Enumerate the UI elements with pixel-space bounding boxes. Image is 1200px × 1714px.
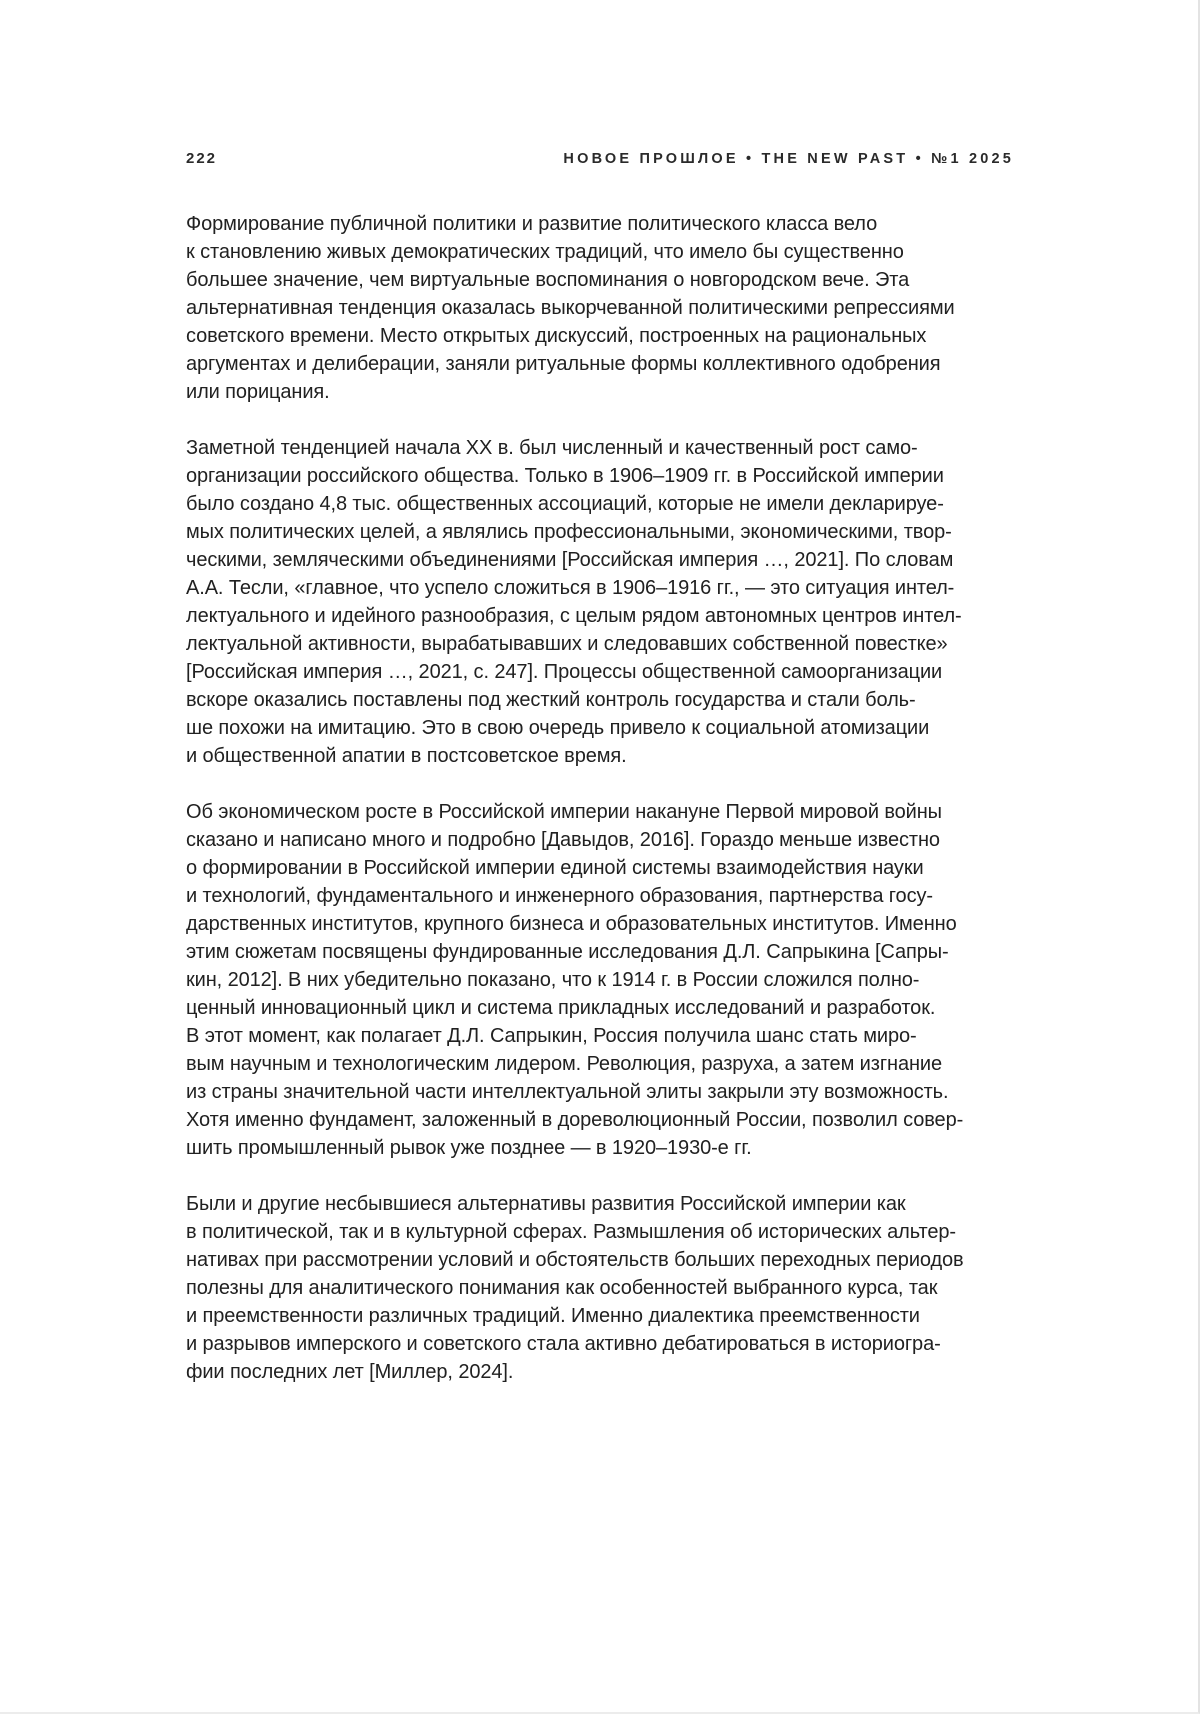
paragraph-4: Были и другие несбывшиеся альтернативы развития Российской империи как в политической, так и в культурной сферах. Размышления об исторических альтер- нативах при рассмотрении условий и обстоятельств больших переходных периодов полезны для аналитического понимания как особенностей выбранного курса, так и преемственности различных традиций. Именно диалектика преемственности и разрывов имперского и советского стала активно дебатироваться в историогра- фии последних лет [Миллер, 2024]. bbox=[186, 1193, 964, 1383]
running-title: НОВОЕ ПРОШЛОЕ • THE NEW PAST • №1 2025 bbox=[563, 151, 1014, 167]
paragraph-3: Об экономическом росте в Российской империи накануне Первой мировой войны сказано и написано много и подробно [Давыдов, 2016]. Гораздо меньше известно о формировании в Российской империи единой системы взаимодействия науки и технологий, фундаментального и инженерного образования, партнерства госу- дарственных институтов, крупного бизнеса и образовательных институтов. Именно этим сюжетам посвящены фундированные исследования Д.Л. Сапрыкина [Сапры- кин, 2012]. В них убедительно показано, что к 1914 г. в России сложился полно- ценный инновационный цикл и система прикладных исследований и разработок. В этот момент, как полагает Д.Л. Сапрыкин, Россия получила шанс стать миро- вым научным и технологическим лидером. Революция, разруха, а затем изгнание из страны значительной части интеллектуальной элиты закрыли эту возможность. Хотя именно фундамент, заложенный в дореволюционный России, позволил совер- шить промышленный рывок уже позднее — в 1920–1930-е гг. bbox=[186, 801, 964, 1159]
page-number: 222 bbox=[186, 150, 218, 167]
article-body bbox=[186, 210, 1026, 1414]
paragraph-2: Заметной тенденцией начала XX в. был численный и качественный рост само- организации российского общества. Только в 1906–1909 гг. в Российской империи было создано 4,8 тыс. общественных ассоциаций, которые не имели декларируе- мых политических целей, а являлись профессиональными, экономическими, твор- ческими, земляческими объединениями [Российская империя …, 2021]. По словам А.А. Тесли, «главное, что успело сложиться в 1906–1916 гг., — это ситуация интел- лектуального и идейного разнообразия, с целым рядом автономных центров интел- лектуальной активности, вырабатывавших и следовавших собственной повестке» [Российская империя …, 2021, с. 247]. Процессы общественной самоорганизации вскоре оказались поставлены под жесткий контроль государства и стали боль- ше похожи на имитацию. Это в свою очередь привело к социальной атомизации и общественной апатии в постсоветское время. bbox=[186, 437, 962, 767]
paragraph-1: Формирование публичной политики и развитие политического класса вело к становлению живых демократических традиций, что имело бы существенно большее значение, чем виртуальные воспоминания о новгородском вече. Эта альтернативная тенденция оказалась выкорчеванной политическими репрессиями советского времени. Место открытых дискуссий, построенных на рациональных аргументах и делиберации, заняли ритуальные формы коллективного одобрения или порицания. bbox=[186, 213, 955, 403]
page-header bbox=[186, 150, 1014, 167]
